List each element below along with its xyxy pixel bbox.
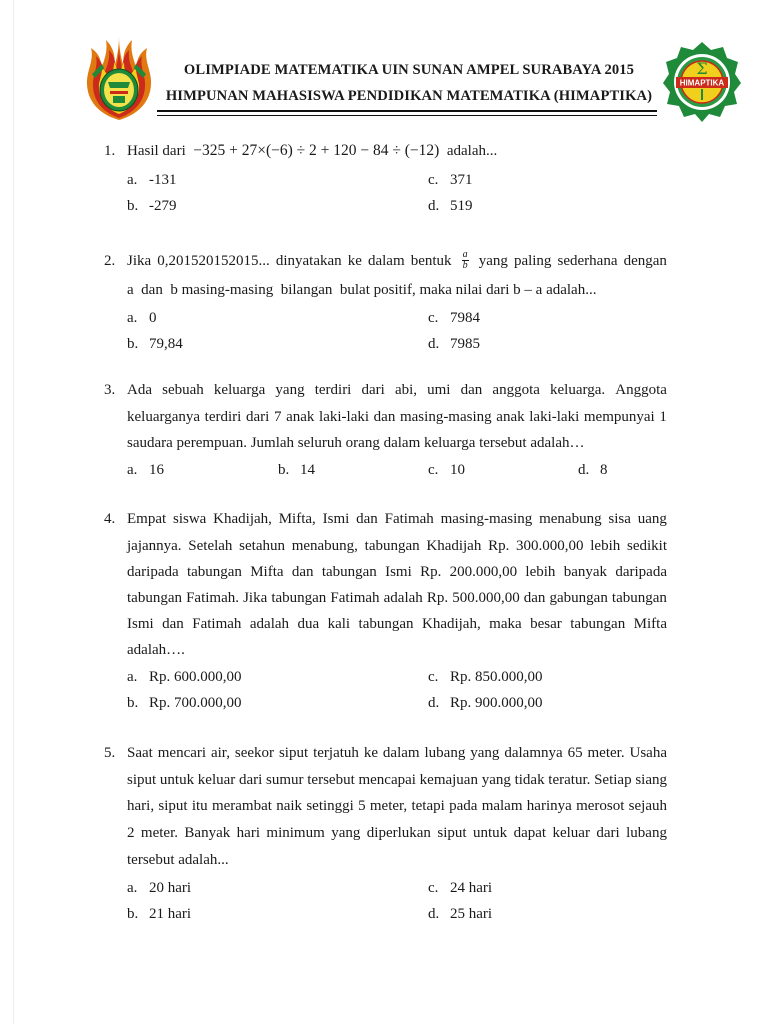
option-letter: d. [578,462,590,478]
word: uang [637,511,667,527]
header-title-line1: OLIMPIADE MATEMATIKA UIN SUNAN AMPEL SURABAYA 2015 [183,62,635,78]
option-letter: a. [127,310,138,326]
word: 65 [567,745,583,761]
word: menabung [539,511,602,527]
option-letter: b. [127,198,139,214]
word: Mifta [250,564,284,580]
option-letter: a. [127,669,138,685]
question-1-text [127,142,497,160]
question-3-option-c [428,461,465,479]
word: meter. [140,825,178,841]
word: untuk [159,772,195,788]
word: yang [331,825,361,841]
word: sejauh [628,798,667,814]
word: masing-masing [399,409,492,425]
option-letter: c. [428,172,439,188]
word: paling [513,253,552,269]
word: dari [361,382,385,398]
word: dua [297,616,320,632]
word: 1 [659,409,667,425]
word: siput [278,745,309,761]
word: teratur. [548,772,591,788]
word: Ismi [322,511,350,527]
word: ke [347,253,362,269]
word: Fatimah [330,590,380,606]
word: meter. [587,745,625,761]
option-letter: c. [428,880,439,896]
word: Ada [127,382,152,398]
word: malam [481,798,523,814]
question-4-option-d [428,694,543,712]
word: ke [363,745,378,761]
question-3-line-2 [127,408,667,426]
word: Khadijah [426,538,482,554]
option-letter: b. [127,336,139,352]
word: keluar [197,772,236,788]
question-5-number: 5. [104,745,116,761]
word: dalam [382,745,420,761]
word: harinya [526,798,572,814]
word: menabung, [291,538,358,554]
word: terdiri [204,409,242,425]
question-4-number: 4. [104,511,116,527]
word: gabungan [549,590,608,606]
word: merosot [576,798,625,814]
question-1-suffix: adalah... [446,143,498,159]
option-text: Rp. 900.000,00 [450,695,543,711]
word: Mifta [633,616,667,632]
question-5-line-2 [127,771,667,789]
word: tabungan [364,538,420,554]
word: 200.000,00 [449,564,518,580]
word: dan [162,616,184,632]
word: Khadijah, [213,511,272,527]
word: 0,201520152015... [157,253,270,269]
question-5-line-4 [127,824,667,842]
word: Setelah [188,538,233,554]
word: untuk [472,825,508,841]
word: siput [158,798,188,814]
word: tabungan [127,590,182,606]
question-2-option-a [127,309,157,327]
word: sederhana [557,253,618,269]
word: dari [596,825,620,841]
option-text: 371 [450,172,473,188]
question-4-line-3 [127,563,667,581]
question-1-expression: −325 + 27×(−6) ÷ 2 + 120 − 84 ÷ (−12) [193,142,440,159]
question-2-number: 2. [104,253,116,269]
word: adalah [249,616,290,632]
word: Jika [127,253,152,269]
option-letter: d. [428,198,440,214]
word: keluarganya [127,409,201,425]
word: Rp. [488,538,510,554]
word: yang [275,382,305,398]
word: adalah [383,590,423,606]
option-letter: c. [428,669,439,685]
header-rule-thick [157,110,657,112]
word: keluarga. [550,382,606,398]
question-1-option-d [428,197,473,215]
word: dalam [367,253,405,269]
option-text: Rp. 850.000,00 [450,669,543,685]
option-letter: c. [428,310,439,326]
word: tetapi [411,798,445,814]
option-text: 79,84 [149,336,183,352]
word: diperlukan [366,825,431,841]
question-1-option-c [428,171,473,189]
question-5-option-b [127,905,191,923]
option-text: 24 hari [450,880,493,896]
word: dengan [623,253,667,269]
word: Ismi [127,616,154,632]
question-3-number: 3. [104,382,116,398]
option-letter: b. [278,462,290,478]
option-text: -131 [149,172,177,188]
word: naik [276,798,303,814]
word: dan [373,409,396,425]
option-text: 16 [149,462,164,478]
word: lebih [590,538,621,554]
word: dalamnya [504,745,563,761]
question-5-line-1 [127,744,667,762]
question-4-option-b [127,694,242,712]
word: mencapai [358,772,416,788]
question-5-option-a [127,879,191,897]
word: laki-laki [529,409,580,425]
word: terdiri [314,382,352,398]
question-2-option-c [428,309,480,327]
word: keluarga [213,382,266,398]
word: tabungan [271,590,327,606]
word: dapat [513,825,547,841]
word: Banyak [184,825,231,841]
word: Anggota [615,382,667,398]
word: Jika [243,590,268,606]
word: tabungan [358,616,414,632]
himaptika-logo [661,40,743,124]
word: mencari [157,745,207,761]
word: maka [489,616,522,632]
option-letter: b. [127,906,139,922]
question-4-line-5 [127,615,667,633]
word: terjatuh [313,745,359,761]
word: yang [481,772,511,788]
word: dari [245,409,270,425]
word: siswa [172,511,207,527]
word: setahun [239,538,285,554]
word: umi [427,382,451,398]
word: sebuah [162,382,204,398]
question-3-line-3: saudara perempuan. Jumlah seluruh orang dalam keluarga tersebut adalah… [127,435,585,451]
question-5-line-3 [127,797,667,815]
word: 300.000,00 [516,538,584,554]
word: laki-laki [319,409,370,425]
word: setinggi [306,798,354,814]
word: Fatimah. [186,590,239,606]
option-text: 20 hari [149,880,192,896]
word: keluar [552,825,590,841]
word: masing-masing [440,511,533,527]
option-text: 14 [300,462,315,478]
option-letter: d. [428,695,440,711]
word: Saat [127,745,153,761]
word: tabungan [611,590,667,606]
question-1-option-b [127,197,177,215]
word: Empat [127,511,167,527]
word: sedikit [626,538,667,554]
option-text: 7985 [450,336,480,352]
word: merambat [211,798,272,814]
option-letter: d. [428,336,440,352]
word: 7 [273,409,282,425]
word: daripada [615,564,667,580]
word: yang [478,253,508,269]
word: siput [127,772,157,788]
option-text: Rp. 600.000,00 [149,669,242,685]
word: daripada [127,564,179,580]
word: Khadijah, [421,616,481,632]
question-2-option-b [127,335,183,353]
question-5-option-c [428,879,492,897]
word: siang [635,772,667,788]
question-4-line-1 [127,510,667,528]
word: hari [236,825,260,841]
word: kali [327,616,351,632]
word: tidak [514,772,545,788]
fraction-denominator: b [462,260,468,271]
option-letter: a. [127,880,138,896]
uinsa-logo [78,34,160,122]
question-1-option-a [127,171,177,189]
word: dari [239,772,263,788]
question-1-prefix: Hasil dari [127,143,186,159]
question-2-line-1 [127,249,667,273]
word: Rp. [426,590,449,606]
option-text: 10 [450,462,465,478]
word: anak [286,409,315,425]
word: abi, [394,382,418,398]
question-5-option-d [428,905,492,923]
word: dinyatakan [275,253,342,269]
word: Setiap [594,772,632,788]
word: kemajuan [419,772,478,788]
word: Fatimah [192,616,242,632]
option-text: 519 [450,198,473,214]
page-edge-shadow [13,0,14,1024]
question-3-line-1 [127,381,667,399]
word: Rp. [420,564,442,580]
word: anggota [492,382,540,398]
question-3-option-d [578,461,608,479]
svg-text:HIMAPTIKA: HIMAPTIKA [679,78,725,88]
question-4-option-a [127,668,242,686]
word: mempunyai [583,409,655,425]
word: Ismi [385,564,412,580]
word: besar [530,616,562,632]
word: sisa [608,511,631,527]
word: 2 [127,825,135,841]
word: minimum [266,825,325,841]
word: tersebut [307,772,355,788]
question-3-option-a [127,461,164,479]
word: pada [449,798,478,814]
word: tabungan [321,564,377,580]
word: lubang [626,825,667,841]
word: yang [470,745,500,761]
word: anak [496,409,525,425]
word: Fatimah [384,511,434,527]
option-letter: d. [428,906,440,922]
word: sumur [266,772,304,788]
word: jajannya. [127,538,182,554]
word: tabungan [570,616,626,632]
header-title-line2: HIMPUNAN MAHASISWA PENDIDIKAN MATEMATIKA (HIMAPTIKA) [165,88,653,104]
word: lebih [525,564,556,580]
word: hari, [127,798,155,814]
option-letter: b. [127,695,139,711]
word: seekor [234,745,275,761]
question-2-line-2: a dan b masing-masing bilangan bulat positif, maka nilai dari b – a adalah... [127,282,597,298]
fraction-numerator: a [462,249,468,260]
word: dan [291,564,314,580]
word: dan [523,590,546,606]
word: dan [460,382,483,398]
word: Mifta, [278,511,316,527]
question-2-option-d [428,335,480,353]
word: dan [356,511,378,527]
question-4-line-2 [127,537,667,555]
question-1-number: 1. [104,143,116,159]
word: lubang [424,745,466,761]
question-4-line-6: adalah…. [127,642,185,658]
option-text: Rp. 700.000,00 [149,695,242,711]
word: air, [210,745,230,761]
option-text: 0 [149,310,157,326]
option-letter: c. [428,462,439,478]
word: tabungan [186,564,242,580]
word: bentuk [410,253,452,269]
word: 500.000,00 [452,590,520,606]
word: itu [191,798,208,814]
word: siput [437,825,467,841]
fraction-a-over-b [462,250,469,271]
question-3-option-b [278,461,315,479]
option-text: 7984 [450,310,480,326]
word: Usaha [629,745,667,761]
option-letter: a. [127,462,138,478]
question-4-line-4 [127,589,667,607]
question-5-line-5: tersebut adalah... [127,852,229,868]
word: banyak [563,564,608,580]
word: meter, [369,798,408,814]
option-text: 8 [600,462,608,478]
header-rule-thin [157,115,657,116]
option-text: 21 hari [149,906,192,922]
question-4-option-c [428,668,543,686]
word: 5 [358,798,366,814]
option-letter: a. [127,172,138,188]
option-text: 25 hari [450,906,493,922]
option-text: -279 [149,198,177,214]
svg-text:Σ: Σ [696,59,708,78]
